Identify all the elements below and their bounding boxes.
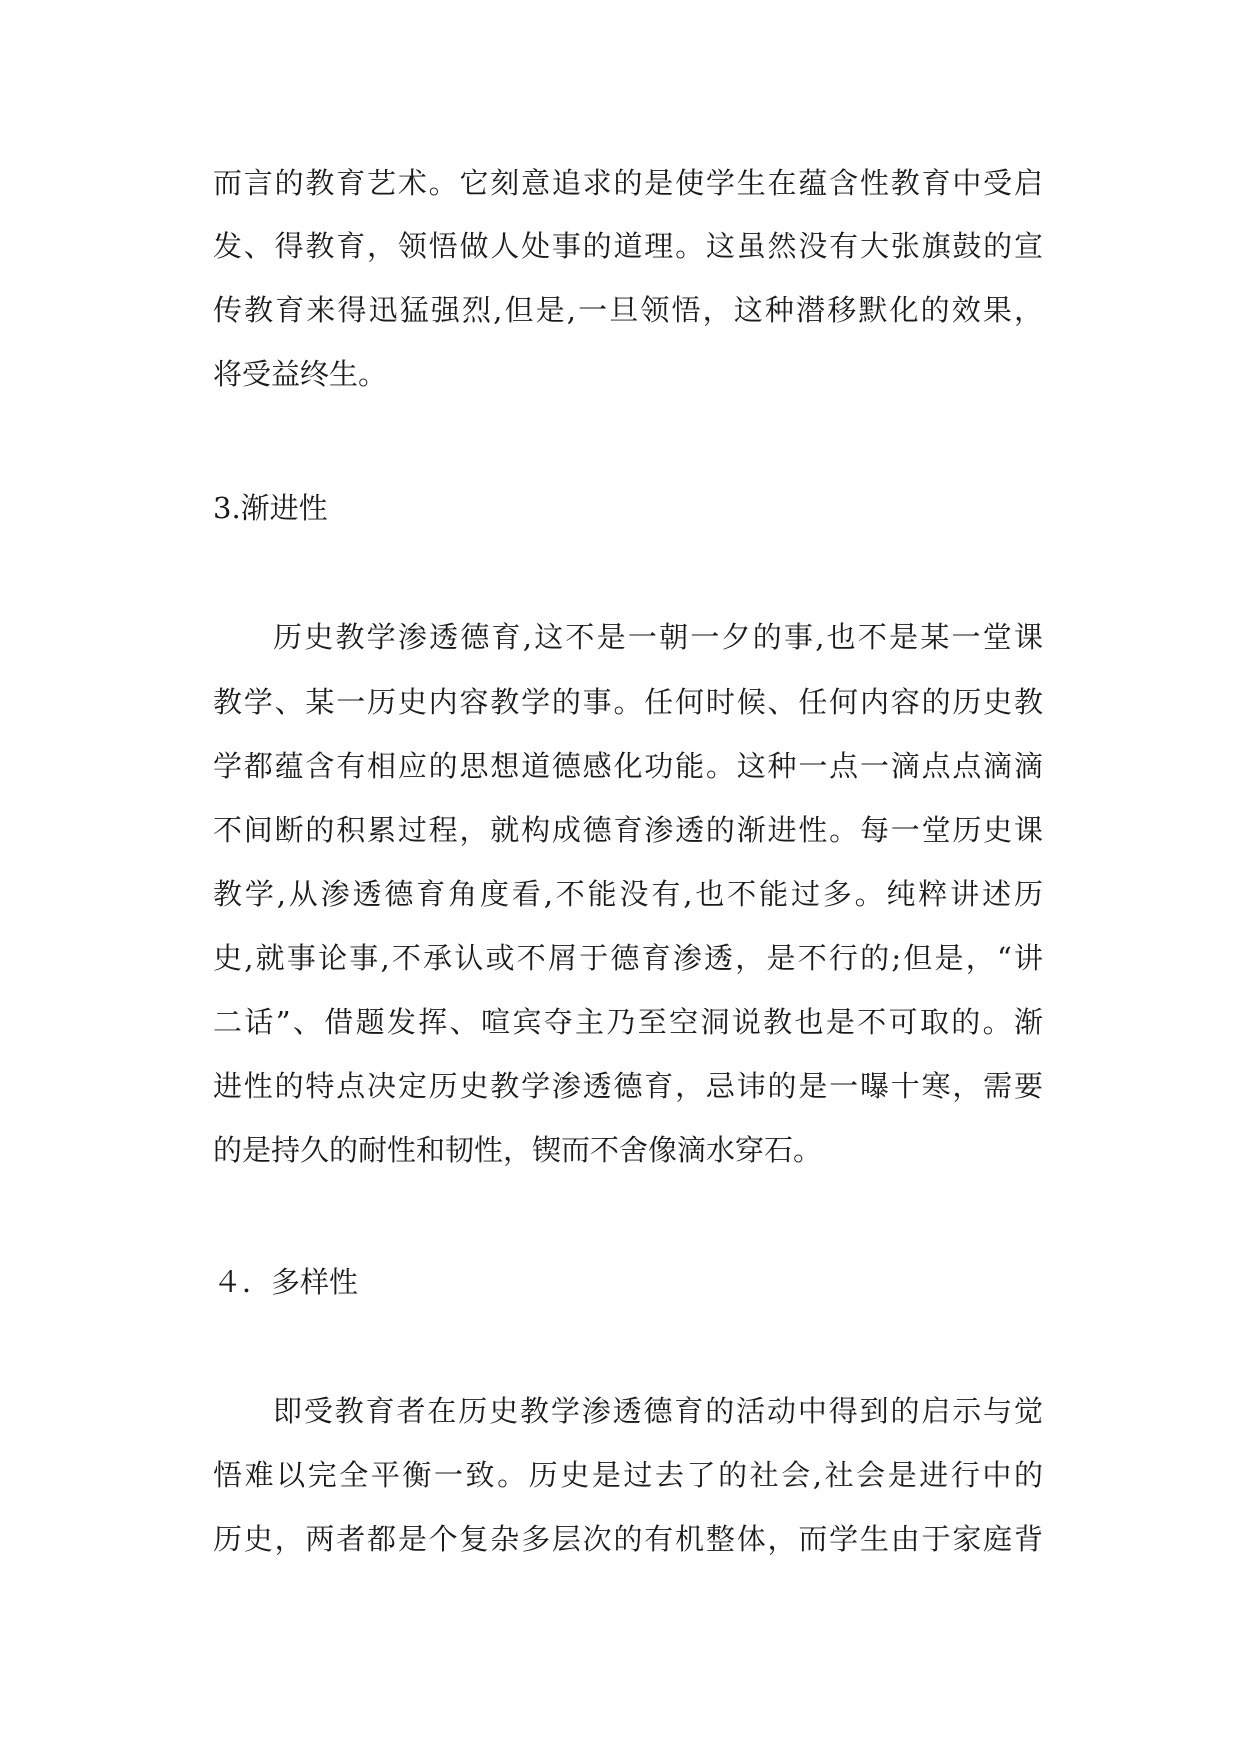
paragraph-1-line: 将受益终生。: [213, 357, 388, 391]
paragraph-2-line: 历史教学渗透德育,这不是一朝一夕的事,也不是某一堂课: [273, 620, 1043, 654]
paragraph-2-line: 的是持久的耐性和韧性，锲而不舍像滴水穿石。: [213, 1133, 823, 1167]
paragraph-2-line: 学都蕴含有相应的思想道德感化功能。这种一点一滴点点滴滴: [213, 749, 1043, 783]
paragraph-2-line: 二话”、借题发挥、喧宾夺主乃至空洞说教也是不可取的。渐: [213, 1005, 1043, 1039]
paragraph-3-line: 即受教育者在历史教学渗透德育的活动中得到的启示与觉: [273, 1394, 1043, 1428]
paragraph-3-line: 历史，两者都是个复杂多层次的有机整体，而学生由于家庭背: [213, 1522, 1043, 1556]
paragraph-3-line: 悟难以完全平衡一致。历史是过去了的社会,社会是进行中的: [213, 1458, 1043, 1492]
section-heading-4: ４．多样性: [213, 1265, 359, 1299]
paragraph-2-line: 教学、某一历史内容教学的事。任何时候、任何内容的历史教: [213, 685, 1043, 719]
paragraph-2-line: 教学,从渗透德育角度看,不能没有,也不能过多。纯粹讲述历: [213, 877, 1043, 911]
paragraph-2-line: 进性的特点决定历史教学渗透德育，忌讳的是一曝十寒，需要: [213, 1069, 1043, 1103]
paragraph-1-line: 而言的教育艺术。它刻意追求的是使学生在蕴含性教育中受启: [213, 166, 1043, 200]
paragraph-2-line: 史,就事论事,不承认或不屑于德育渗透，是不行的;但是，“讲: [213, 941, 1043, 975]
section-heading-3: 3.渐进性: [213, 491, 328, 525]
paragraph-2-line: 不间断的积累过程，就构成德育渗透的渐进性。每一堂历史课: [213, 813, 1043, 847]
paragraph-1-line: 传教育来得迅猛强烈,但是,一旦领悟，这种潜移默化的效果，: [213, 293, 1043, 327]
paragraph-1-line: 发、得教育，领悟做人处事的道理。这虽然没有大张旗鼓的宣: [213, 229, 1043, 263]
